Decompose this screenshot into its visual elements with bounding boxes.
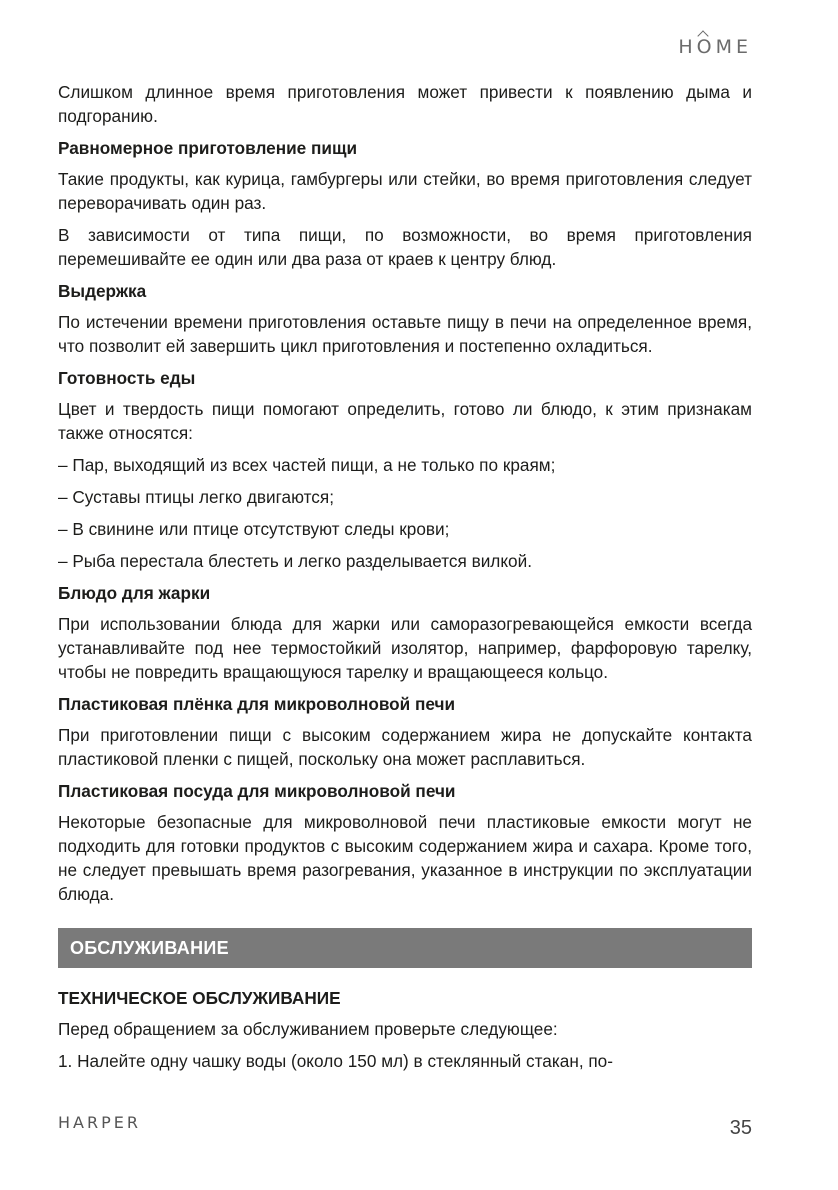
list-item: – В свинине или птице отсутствуют следы крови; (58, 519, 450, 539)
heading-browning-dish: Блюдо для жарки (58, 583, 211, 603)
home-logo (678, 36, 752, 58)
page-content (58, 80, 752, 1081)
logo-right: ME (715, 36, 752, 58)
browning-dish-paragraph: При использовании блюда для жарки или саморазогревающейся емкости всегда устанавливайте под нее термостойкий изолятор, например, фарфоровую тарелку, чтобы не повредить вращающуюся тарелку и вращающееся кольцо. (58, 614, 752, 682)
page-number: 35 (729, 1117, 752, 1139)
doneness-paragraph: Цвет и твердость пищи помогают определить, готово ли блюдо, к этим признакам также относятся: (58, 399, 752, 443)
heading-technical-maintenance: ТЕХНИЧЕСКОЕ ОБСЛУЖИВАНИЕ (58, 988, 341, 1008)
logo-left: H (678, 36, 697, 58)
harper-logo: HARPER (58, 1113, 141, 1132)
section-bar-maintenance: ОБСЛУЖИВАНИЕ (58, 928, 752, 968)
plastic-film-paragraph: При приготовлении пищи с высоким содержанием жира не допускайте контакта пластиковой пленки с пищей, поскольку она может расплавиться. (58, 725, 752, 769)
maintenance-step-1: 1. Налейте одну чашку воды (около 150 мл) в стеклянный стакан, по- (58, 1051, 613, 1071)
heading-standing-time: Выдержка (58, 281, 147, 301)
heading-doneness: Готовность еды (58, 368, 196, 388)
intro-paragraph: Слишком длинное время приготовления может привести к появлению дыма и подгоранию. (58, 82, 752, 126)
even-cooking-paragraph-1: Такие продукты, как курица, гамбургеры или стейки, во время приготовления следует переворачивать один раз. (58, 169, 752, 213)
list-item: – Суставы птицы легко двигаются; (58, 487, 334, 507)
logo-hat-letter: O (696, 36, 716, 58)
standing-time-paragraph: По истечении времени приготовления оставьте пищу в печи на определенное время, что позволит ей завершить цикл приготовления и постепенно охладиться. (58, 312, 752, 356)
heading-plastic-film: Пластиковая плёнка для микроволновой печи (58, 694, 456, 714)
plastic-dishes-paragraph: Некоторые безопасные для микроволновой печи пластиковые емкости могут не подходить для готовки продуктов с высоким содержанием жира и сахара. Кроме того, не следует превышать время разогревания, указанное в инструкции по эксплуатации блюда. (58, 812, 752, 904)
maintenance-intro: Перед обращением за обслуживанием проверьте следующее: (58, 1019, 558, 1039)
list-item: – Пар, выходящий из всех частей пищи, а не только по краям; (58, 455, 556, 475)
list-item: – Рыба перестала блестеть и легко разделывается вилкой. (58, 551, 532, 571)
even-cooking-paragraph-2: В зависимости от типа пищи, по возможности, во время приготовления перемешивайте ее один или два раза от краев к центру блюд. (58, 225, 752, 269)
heading-plastic-dishes: Пластиковая посуда для микроволновой печи (58, 781, 456, 801)
heading-even-cooking: Равномерное приготовление пищи (58, 138, 358, 158)
